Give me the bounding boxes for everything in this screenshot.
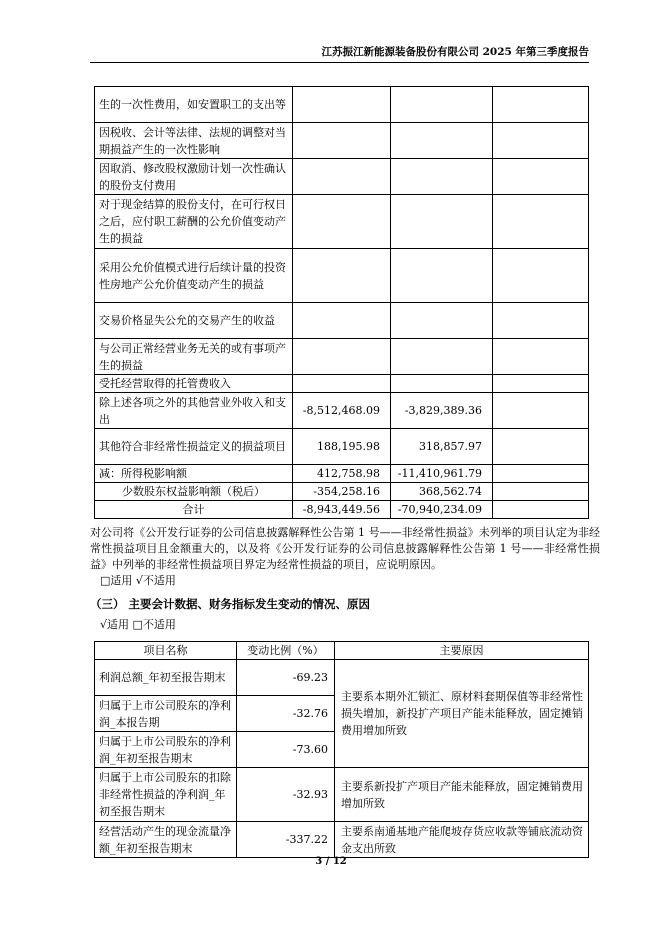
applicability-section3: √适用 □不适用 (100, 618, 176, 631)
table-row (95, 249, 589, 303)
value-cell (391, 249, 493, 303)
item-label: 交易价格显失公允的交易产生的收益 (95, 303, 293, 339)
applicability-note: □适用 √不适用 (100, 574, 176, 587)
table-row-total (95, 501, 589, 519)
header-ratio: 变动比例（%） (237, 642, 335, 660)
reason-cell: 主要系本期外汇锁汇、原材料套期保值等非经常性损失增加，新投扩产项目产能未能释放，固定摊销费用增加所致 (335, 660, 589, 768)
item-label: 因税收、会计等法律、法规的调整对当期损益产生的一次性影响 (95, 123, 293, 159)
item-label: 受托经营取得的托管费收入 (95, 375, 293, 393)
note-cell (493, 339, 589, 375)
table-row (95, 429, 589, 465)
report-title: 江苏振江新能源装备股份有限公司 2025 年第三季度报告 (321, 46, 589, 58)
note-cell (493, 501, 589, 519)
note-cell (493, 249, 589, 303)
value-cell: 412,758.98 (293, 465, 391, 483)
table-row (95, 339, 589, 375)
item-label: 利润总额_年初至报告期末 (95, 660, 237, 696)
item-label: 归属于上市公司股东的净利润_本报告期 (95, 696, 237, 732)
header-item: 项目名称 (95, 642, 237, 660)
note-cell (493, 483, 589, 501)
table-row (95, 123, 589, 159)
value-cell (293, 375, 391, 393)
section-heading: （三） 主要会计数据、财务指标发生变动的情况、原因 (90, 597, 371, 611)
item-label: 因取消、修改股权激励计划一次性确认的股份支付费用 (95, 159, 293, 195)
value-cell (391, 303, 493, 339)
value-cell: -11,410,961.79 (391, 465, 493, 483)
item-label: 归属于上市公司股东的扣除非经常性损益的净利润_年初至报告期末 (95, 768, 237, 822)
value-cell (391, 339, 493, 375)
item-label: 少数股东权益影响额（税后） (95, 483, 293, 501)
note-cell (493, 375, 589, 393)
value-cell: 188,195.98 (293, 429, 391, 465)
value-cell: -70,940,234.09 (391, 501, 493, 519)
value-cell: -8,943,449.56 (293, 501, 391, 519)
item-label: 采用公允价值模式进行后续计量的投资性房地产公允价值变动产生的损益 (95, 249, 293, 303)
value-cell: 368,562.74 (391, 483, 493, 501)
value-cell (391, 123, 493, 159)
page-header (90, 44, 589, 63)
value-cell (391, 195, 493, 249)
table-row (95, 822, 589, 858)
ratio-value: -73.60 (237, 732, 335, 768)
value-cell (293, 195, 391, 249)
table-row (95, 87, 589, 123)
note-cell (493, 465, 589, 483)
value-cell (391, 159, 493, 195)
item-label: 与公司正常经营业务无关的或有事项产生的损益 (95, 339, 293, 375)
header-reason: 主要原因 (335, 642, 589, 660)
table-header-row (95, 642, 589, 660)
table-row (95, 768, 589, 822)
item-label: 其他符合非经常性损益定义的损益项目 (95, 429, 293, 465)
value-cell (293, 303, 391, 339)
total-label: 合计 (95, 501, 293, 519)
page-number: 3 / 12 (315, 856, 347, 867)
value-cell (293, 339, 391, 375)
reason-cell: 主要系南通基地产能爬坡存货应收款等铺底流动资金支出所致 (335, 822, 589, 858)
note-cell (493, 429, 589, 465)
item-label: 归属于上市公司股东的净利润_年初至报告期末 (95, 732, 237, 768)
item-label: 对于现金结算的股份支付，在可行权日之后，应付职工薪酬的公允价值变动产生的损益 (95, 195, 293, 249)
reason-cell: 主要系新投扩产项目产能未能释放，固定摊销费用增加所致 (335, 768, 589, 822)
value-cell (391, 87, 493, 123)
note-cell (493, 303, 589, 339)
table-row (95, 375, 589, 393)
value-cell: -354,258.16 (293, 483, 391, 501)
value-cell: -8,512,468.09 (293, 393, 391, 429)
note-cell (493, 195, 589, 249)
note-cell (493, 159, 589, 195)
note-paragraph: 对公司将《公开发行证券的公司信息披露解释性公告第 1 号——非经常性损益》未列举的项目认定为非经常性损益项目且金额重大的，以及将《公开发行证券的公司信息披露解释性公告第 1 号——非经常性损益》中列举的非经常性损益项目界定为经常性损益的项目，应说明原因。 (90, 526, 600, 571)
ratio-value: -32.76 (237, 696, 335, 732)
note-cell (493, 87, 589, 123)
item-label: 生的一次性费用，如安置职工的支出等 (95, 87, 293, 123)
item-label: 除上述各项之外的其他营业外收入和支出 (95, 393, 293, 429)
value-cell: -3,829,389.36 (391, 393, 493, 429)
table-row (95, 660, 589, 696)
ratio-value: -32.93 (237, 768, 335, 822)
note-cell (493, 393, 589, 429)
ratio-value: -69.23 (237, 660, 335, 696)
table-row (95, 195, 589, 249)
non-recurring-items-table (94, 86, 589, 519)
note-cell (493, 123, 589, 159)
table-row (95, 303, 589, 339)
table-row (95, 483, 589, 501)
item-label: 减：所得税影响额 (95, 465, 293, 483)
value-cell (293, 123, 391, 159)
table-row (95, 465, 589, 483)
table-row (95, 159, 589, 195)
value-cell (293, 159, 391, 195)
ratio-value: -337.22 (237, 822, 335, 858)
value-cell (391, 375, 493, 393)
changes-table (94, 641, 589, 858)
table-row (95, 393, 589, 429)
item-label: 经营活动产生的现金流量净额_年初至报告期末 (95, 822, 237, 858)
value-cell (293, 249, 391, 303)
value-cell: 318,857.97 (391, 429, 493, 465)
value-cell (293, 87, 391, 123)
